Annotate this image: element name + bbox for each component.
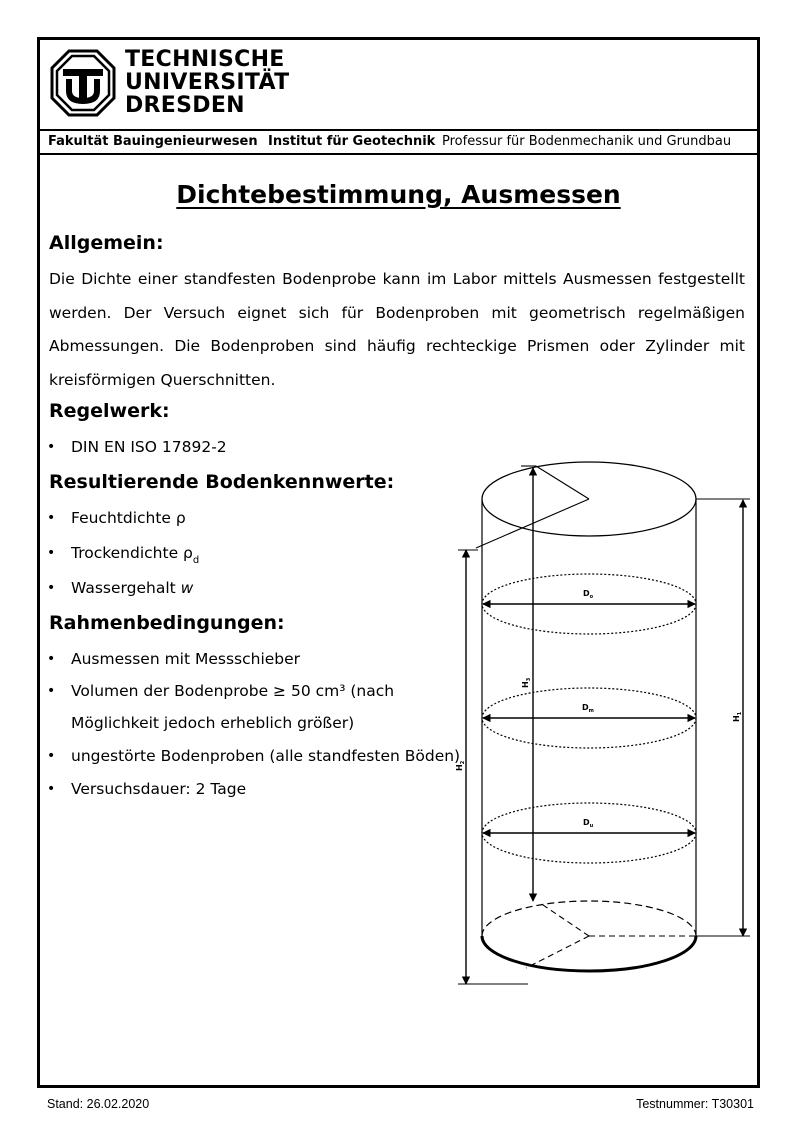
subscript-d: d <box>192 555 200 566</box>
label-h2: $H_2$ <box>455 760 466 771</box>
footer-stand: Stand: 26.02.2020 <box>47 1097 150 1111</box>
bullet-icon: • <box>47 683 56 699</box>
standard-item: DIN EN ISO 17892-2 <box>71 438 227 456</box>
cylinder-bottom-front <box>482 936 696 971</box>
top-radius-line <box>536 466 589 499</box>
institute-name: Institut für Geotechnik <box>268 134 436 149</box>
page-title: Dichtebestimmung, Ausmessen <box>176 180 621 209</box>
bullet-icon: • <box>47 580 56 596</box>
variable-w: w <box>180 579 194 597</box>
professorship-name: Professur für Bodenmechanik und Grundbau <box>442 134 732 149</box>
bullet-icon: • <box>47 545 56 561</box>
faculty-name: Fakultät Bauingenieurwesen <box>48 134 258 149</box>
bottom-radius-line <box>540 903 589 936</box>
label-h1: $H_1$ <box>732 711 743 722</box>
rahmen-item: Versuchsdauer: 2 Tage <box>71 780 247 798</box>
logo-line-1: TECHNISCHE <box>125 47 285 72</box>
logo-line-3: DRESDEN <box>125 93 245 118</box>
bullet-icon: • <box>47 651 56 667</box>
cylinder-bottom-back <box>482 901 696 936</box>
bullet-icon: • <box>47 439 56 455</box>
heading-rahmen: Rahmenbedingungen: <box>49 612 285 634</box>
heading-regelwerk: Regelwerk: <box>49 400 170 422</box>
kennwert-wassergehalt-label: Wassergehalt <box>71 579 181 597</box>
heading-allgemein: Allgemein: <box>49 232 164 254</box>
rahmen-item: Volumen der Bodenprobe ≥ 50 cm³ (nach <box>71 682 395 700</box>
bullet-icon: • <box>47 510 56 526</box>
heading-kennwerte: Resultierende Bodenkennwerte: <box>49 471 395 493</box>
label-h3: $H_3$ <box>521 677 532 688</box>
kennwert-feuchtdichte: Feuchtdichte ρ <box>71 509 186 527</box>
footer-testnummer: Testnummer: T30301 <box>636 1097 754 1111</box>
rahmen-item-cont: Möglichkeit jedoch erheblich größer) <box>71 714 355 732</box>
rahmen-item: Ausmessen mit Messschieber <box>71 650 301 668</box>
bottom-radius-line-2 <box>526 936 589 968</box>
label-d-o: $D_o$ <box>583 589 594 600</box>
bullet-icon: • <box>47 781 56 797</box>
label-d-m: $D_m$ <box>582 703 594 714</box>
rahmen-item: ungestörte Bodenproben (alle standfesten Böden) <box>71 747 461 765</box>
intro-paragraph: Die Dichte einer standfesten Bodenprobe kann im Labor mittels Ausmessen festgestellt werden. Der Versuch eignet sich für Bodenproben mit geometrisch regelmäßigen Abmessungen. Die Bodenproben sind häufig rechteckige Prismen oder Zylinder mit kreisförmigen Querschnitten. <box>49 270 745 389</box>
kennwert-trockendichte-label: Trockendichte ρ <box>71 544 193 562</box>
bullet-icon: • <box>47 748 56 764</box>
label-d-u: $D_u$ <box>583 818 594 829</box>
logo-line-2: UNIVERSITÄT <box>125 70 290 95</box>
